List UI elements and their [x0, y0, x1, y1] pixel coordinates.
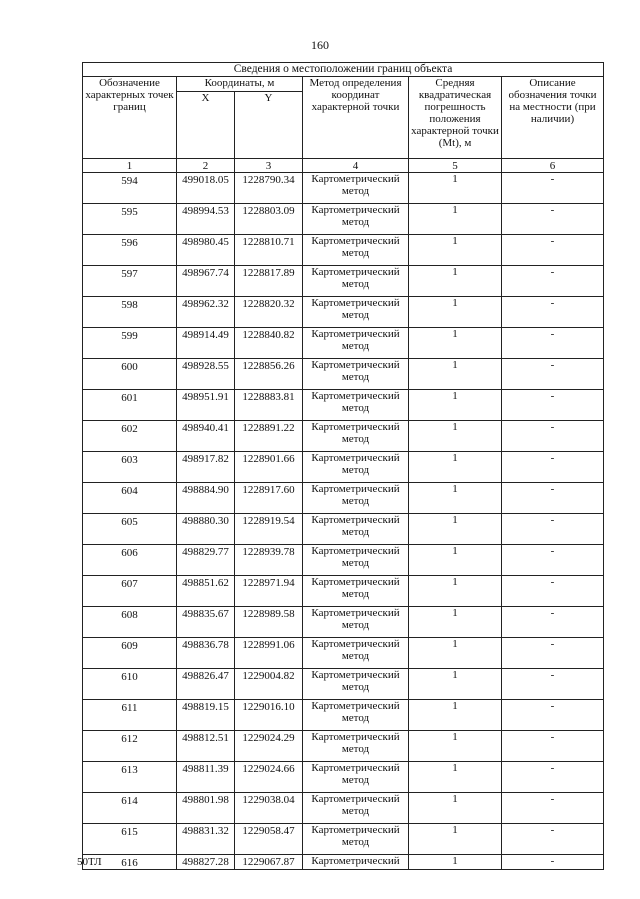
- point-id-cell: 595: [83, 204, 177, 235]
- description-cell: -: [502, 266, 604, 297]
- method-cell: Картометрический метод: [303, 452, 409, 483]
- y-coordinate-cell: 1228919.54: [235, 514, 303, 545]
- x-coordinate-cell: 498917.82: [177, 452, 235, 483]
- point-id-cell: 608: [83, 607, 177, 638]
- error-cell: 1: [409, 855, 502, 870]
- point-id-cell: 616: [83, 855, 177, 870]
- y-coordinate-cell: 1229024.29: [235, 731, 303, 762]
- error-cell: 1: [409, 731, 502, 762]
- y-coordinate-cell: 1229067.87: [235, 855, 303, 870]
- point-id-cell: 602: [83, 421, 177, 452]
- description-cell: -: [502, 452, 604, 483]
- error-cell: 1: [409, 638, 502, 669]
- description-cell: -: [502, 855, 604, 870]
- header-coords: Координаты, м: [177, 77, 303, 92]
- point-id-cell: 597: [83, 266, 177, 297]
- point-id-cell: 603: [83, 452, 177, 483]
- description-cell: -: [502, 421, 604, 452]
- error-cell: 1: [409, 762, 502, 793]
- x-coordinate-cell: 498819.15: [177, 700, 235, 731]
- method-cell: Картометрический метод: [303, 328, 409, 359]
- method-cell: Картометрический: [303, 855, 409, 870]
- table-row: [83, 173, 604, 204]
- point-id-cell: 601: [83, 390, 177, 421]
- y-coordinate-cell: 1229058.47: [235, 824, 303, 855]
- method-cell: Картометрический метод: [303, 297, 409, 328]
- y-coordinate-cell: 1229004.82: [235, 669, 303, 700]
- y-coordinate-cell: 1228901.66: [235, 452, 303, 483]
- column-number: 5: [409, 159, 502, 173]
- boundary-coordinates-table: [82, 62, 604, 870]
- error-cell: 1: [409, 545, 502, 576]
- method-cell: Картометрический метод: [303, 700, 409, 731]
- y-coordinate-cell: 1228840.82: [235, 328, 303, 359]
- table-row: [83, 762, 604, 793]
- description-cell: -: [502, 824, 604, 855]
- method-cell: Картометрический метод: [303, 359, 409, 390]
- description-cell: -: [502, 359, 604, 390]
- point-id-cell: 611: [83, 700, 177, 731]
- footer-code: 50ТЛ: [77, 856, 102, 868]
- point-id-cell: 612: [83, 731, 177, 762]
- y-coordinate-cell: 1228991.06: [235, 638, 303, 669]
- y-coordinate-cell: 1228820.32: [235, 297, 303, 328]
- x-coordinate-cell: 498980.45: [177, 235, 235, 266]
- point-id-cell: 609: [83, 638, 177, 669]
- x-coordinate-cell: 498831.32: [177, 824, 235, 855]
- description-cell: -: [502, 576, 604, 607]
- table-row: [83, 731, 604, 762]
- x-coordinate-cell: 498967.74: [177, 266, 235, 297]
- header-description: Описание обозначения точки на местности (при наличии): [502, 77, 604, 159]
- error-cell: 1: [409, 700, 502, 731]
- point-id-cell: 594: [83, 173, 177, 204]
- error-cell: 1: [409, 576, 502, 607]
- x-coordinate-cell: 498801.98: [177, 793, 235, 824]
- column-number: 6: [502, 159, 604, 173]
- x-coordinate-cell: 498951.91: [177, 390, 235, 421]
- point-id-cell: 605: [83, 514, 177, 545]
- method-cell: Картометрический метод: [303, 421, 409, 452]
- column-number: 4: [303, 159, 409, 173]
- table-row: [83, 514, 604, 545]
- header-y: Y: [235, 92, 303, 159]
- point-id-cell: 613: [83, 762, 177, 793]
- description-cell: -: [502, 483, 604, 514]
- table-row: [83, 421, 604, 452]
- description-cell: -: [502, 793, 604, 824]
- y-coordinate-cell: 1228790.34: [235, 173, 303, 204]
- header-point: Обозначение характерных точек границ: [83, 77, 177, 159]
- y-coordinate-cell: 1228917.60: [235, 483, 303, 514]
- table-body: [83, 173, 604, 870]
- error-cell: 1: [409, 452, 502, 483]
- table-row: [83, 669, 604, 700]
- error-cell: 1: [409, 235, 502, 266]
- error-cell: 1: [409, 328, 502, 359]
- method-cell: Картометрический метод: [303, 638, 409, 669]
- column-number: 2: [177, 159, 235, 173]
- table-row: [83, 266, 604, 297]
- x-coordinate-cell: 499018.05: [177, 173, 235, 204]
- error-cell: 1: [409, 359, 502, 390]
- table-row: [83, 297, 604, 328]
- description-cell: -: [502, 545, 604, 576]
- y-coordinate-cell: 1228883.81: [235, 390, 303, 421]
- column-number: 1: [83, 159, 177, 173]
- description-cell: -: [502, 731, 604, 762]
- table-title: Сведения о местоположении границ объекта: [83, 63, 604, 77]
- method-cell: Картометрический метод: [303, 576, 409, 607]
- method-cell: Картометрический метод: [303, 483, 409, 514]
- method-cell: Картометрический метод: [303, 762, 409, 793]
- y-coordinate-cell: 1228803.09: [235, 204, 303, 235]
- x-coordinate-cell: 498826.47: [177, 669, 235, 700]
- x-coordinate-cell: 498827.28: [177, 855, 235, 870]
- x-coordinate-cell: 498884.90: [177, 483, 235, 514]
- x-coordinate-cell: 498994.53: [177, 204, 235, 235]
- table-row: [83, 700, 604, 731]
- x-coordinate-cell: 498928.55: [177, 359, 235, 390]
- point-id-cell: 599: [83, 328, 177, 359]
- x-coordinate-cell: 498811.39: [177, 762, 235, 793]
- y-coordinate-cell: 1229016.10: [235, 700, 303, 731]
- page-number: 160: [311, 38, 329, 52]
- x-coordinate-cell: 498880.30: [177, 514, 235, 545]
- table-row: [83, 607, 604, 638]
- description-cell: -: [502, 638, 604, 669]
- y-coordinate-cell: 1229024.66: [235, 762, 303, 793]
- description-cell: -: [502, 204, 604, 235]
- description-cell: -: [502, 390, 604, 421]
- table-row: [83, 204, 604, 235]
- table-row: [83, 452, 604, 483]
- header-method: Метод определения координат характерной точки: [303, 77, 409, 159]
- y-coordinate-cell: 1228810.71: [235, 235, 303, 266]
- x-coordinate-cell: 498835.67: [177, 607, 235, 638]
- x-coordinate-cell: 498962.32: [177, 297, 235, 328]
- point-id-cell: 596: [83, 235, 177, 266]
- y-coordinate-cell: 1228856.26: [235, 359, 303, 390]
- table-row: [83, 359, 604, 390]
- header-error: Средняя квадратическая погрешность положения характерной точки (Mt), м: [409, 77, 502, 159]
- y-coordinate-cell: 1228971.94: [235, 576, 303, 607]
- error-cell: 1: [409, 421, 502, 452]
- x-coordinate-cell: 498851.62: [177, 576, 235, 607]
- point-id-cell: 615: [83, 824, 177, 855]
- y-coordinate-cell: 1229038.04: [235, 793, 303, 824]
- description-cell: -: [502, 700, 604, 731]
- point-id-cell: 610: [83, 669, 177, 700]
- table-row: [83, 390, 604, 421]
- x-coordinate-cell: 498829.77: [177, 545, 235, 576]
- y-coordinate-cell: 1228891.22: [235, 421, 303, 452]
- error-cell: 1: [409, 514, 502, 545]
- column-number: 3: [235, 159, 303, 173]
- point-id-cell: 598: [83, 297, 177, 328]
- description-cell: -: [502, 173, 604, 204]
- method-cell: Картометрический метод: [303, 731, 409, 762]
- description-cell: -: [502, 328, 604, 359]
- description-cell: -: [502, 514, 604, 545]
- method-cell: Картометрический метод: [303, 204, 409, 235]
- point-id-cell: 604: [83, 483, 177, 514]
- table-row: [83, 638, 604, 669]
- table-row: [83, 545, 604, 576]
- description-cell: -: [502, 762, 604, 793]
- description-cell: -: [502, 669, 604, 700]
- x-coordinate-cell: 498836.78: [177, 638, 235, 669]
- point-id-cell: 614: [83, 793, 177, 824]
- error-cell: 1: [409, 607, 502, 638]
- error-cell: 1: [409, 297, 502, 328]
- error-cell: 1: [409, 266, 502, 297]
- header-x: X: [177, 92, 235, 159]
- error-cell: 1: [409, 793, 502, 824]
- x-coordinate-cell: 498940.41: [177, 421, 235, 452]
- description-cell: -: [502, 297, 604, 328]
- method-cell: Картометрический метод: [303, 607, 409, 638]
- table-row: [83, 855, 604, 870]
- point-id-cell: 607: [83, 576, 177, 607]
- method-cell: Картометрический метод: [303, 545, 409, 576]
- description-cell: -: [502, 235, 604, 266]
- y-coordinate-cell: 1228989.58: [235, 607, 303, 638]
- method-cell: Картометрический метод: [303, 266, 409, 297]
- table-row: [83, 576, 604, 607]
- x-coordinate-cell: 498812.51: [177, 731, 235, 762]
- error-cell: 1: [409, 483, 502, 514]
- table-row: [83, 824, 604, 855]
- method-cell: Картометрический метод: [303, 793, 409, 824]
- method-cell: Картометрический метод: [303, 235, 409, 266]
- table-row: [83, 235, 604, 266]
- error-cell: 1: [409, 669, 502, 700]
- description-cell: -: [502, 607, 604, 638]
- error-cell: 1: [409, 824, 502, 855]
- y-coordinate-cell: 1228939.78: [235, 545, 303, 576]
- method-cell: Картометрический метод: [303, 514, 409, 545]
- table-row: [83, 328, 604, 359]
- error-cell: 1: [409, 173, 502, 204]
- table-row: [83, 793, 604, 824]
- table-row: [83, 483, 604, 514]
- point-id-cell: 606: [83, 545, 177, 576]
- y-coordinate-cell: 1228817.89: [235, 266, 303, 297]
- error-cell: 1: [409, 390, 502, 421]
- method-cell: Картометрический метод: [303, 824, 409, 855]
- point-id-cell: 600: [83, 359, 177, 390]
- error-cell: 1: [409, 204, 502, 235]
- method-cell: Картометрический метод: [303, 669, 409, 700]
- method-cell: Картометрический метод: [303, 173, 409, 204]
- x-coordinate-cell: 498914.49: [177, 328, 235, 359]
- method-cell: Картометрический метод: [303, 390, 409, 421]
